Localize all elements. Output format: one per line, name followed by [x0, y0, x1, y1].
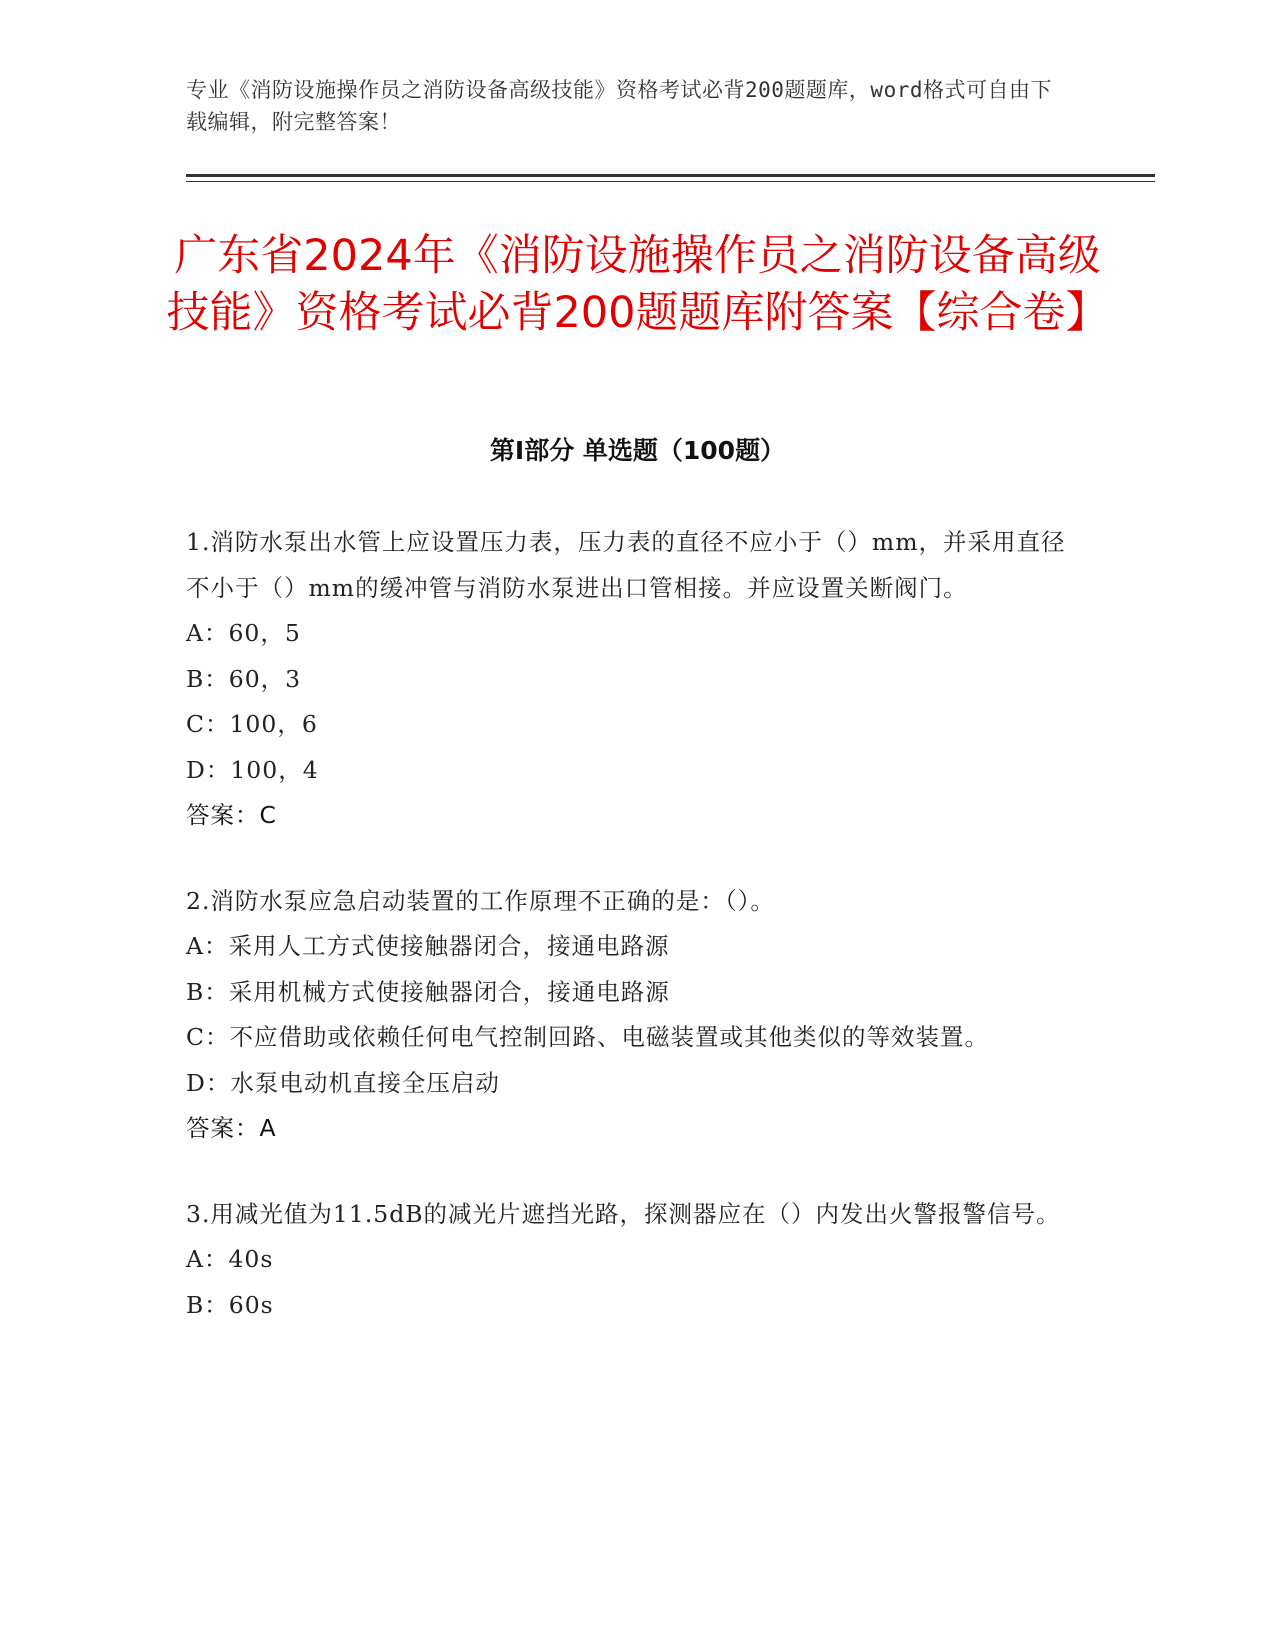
header-note: 专业《消防设施操作员之消防设备高级技能》资格考试必背200题题库，word格式可自由下载编辑，附完整答案！ — [186, 78, 1052, 134]
option-a: A：60，5 — [186, 619, 301, 647]
option-b: B：采用机械方式使接触器闭合，接通电路源 — [186, 977, 670, 1006]
section-heading: 第I部分 单选题（100题） — [489, 436, 786, 465]
option-a: A：40s — [186, 1245, 274, 1273]
option-a: A：采用人工方式使接触器闭合，接通电路源 — [186, 932, 670, 960]
document-title: 广东省2024年《消防设施操作员之消防设备高级技能》资格考试必背200题题库附答案【综合卷】 — [166, 231, 1109, 338]
question-1 — [186, 520, 1066, 839]
answer-line: 答案：C — [186, 801, 277, 829]
option-c: C：100，6 — [186, 710, 318, 738]
header-divider-thin — [186, 181, 1155, 182]
option-b: B：60，3 — [186, 664, 302, 693]
question-stem: 3.用减光值为11.5dB的减光片遮挡光路，探测器应在（）内发出火警报警信号。 — [186, 1199, 1061, 1228]
question-2 — [186, 879, 1066, 1152]
question-3 — [186, 1192, 1066, 1329]
option-c: C：不应借助或依赖任何电气控制回路、电磁装置或其他类似的等效装置。 — [186, 1023, 989, 1051]
option-d: D：水泵电动机直接全压启动 — [186, 1068, 500, 1097]
question-stem: 2.消防水泵应急启动装置的工作原理不正确的是：（）。 — [186, 886, 775, 915]
option-d: D：100，4 — [186, 755, 319, 784]
question-list — [186, 520, 1066, 1368]
question-stem: 1.消防水泵出水管上应设置压力表，压力表的直径不应小于（）mm，并采用直径不小于（）mm的缓冲管与消防水泵进出口管相接。并应设置关断阀门。 — [186, 528, 1066, 602]
answer-line: 答案：A — [186, 1114, 277, 1142]
option-b: B：60s — [186, 1290, 274, 1319]
header-divider-thick — [186, 174, 1155, 177]
